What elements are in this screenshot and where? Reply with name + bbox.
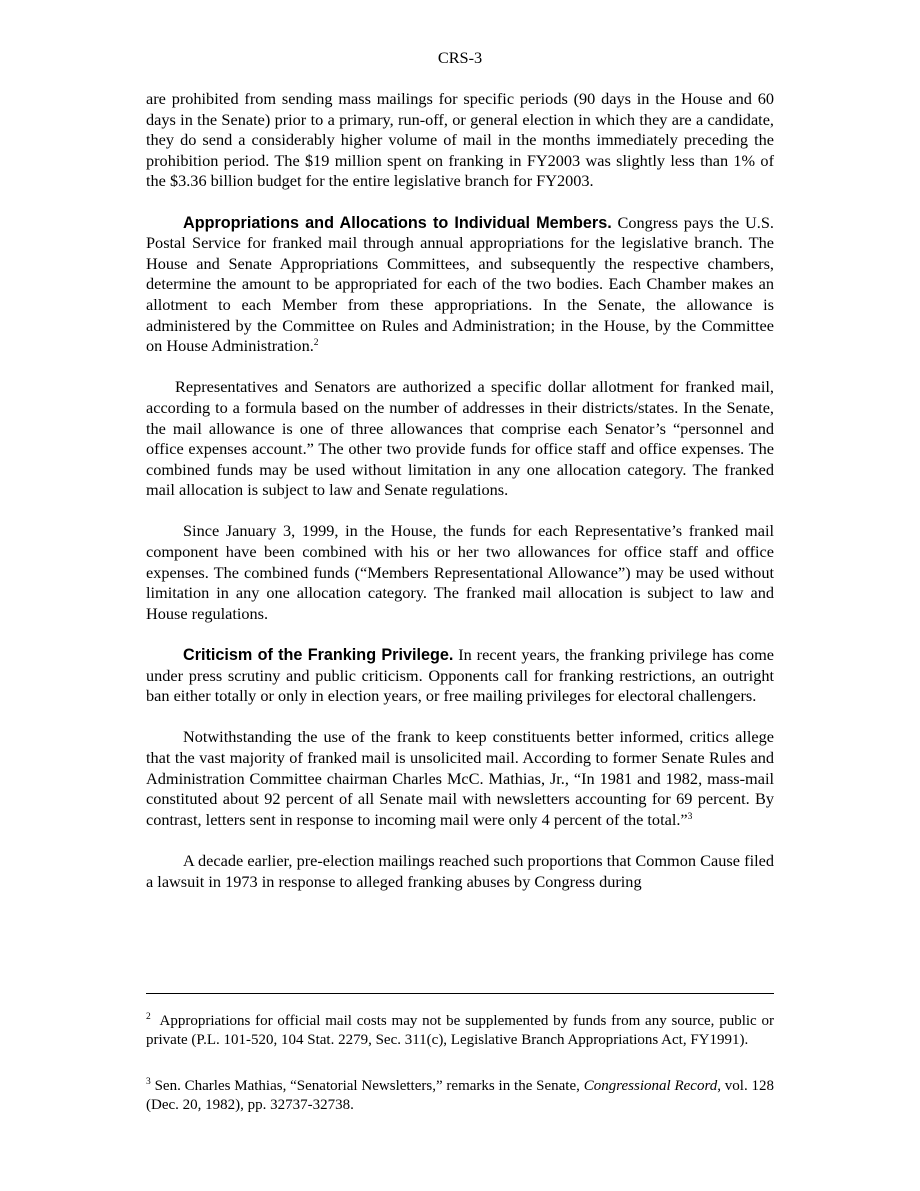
footnote-ref-3[interactable]: 3: [687, 811, 693, 822]
paragraph-criticism: [146, 645, 774, 707]
run-in-heading-criticism: Criticism of the Franking Privilege.: [183, 646, 454, 665]
paragraph-7: A decade earlier, pre-election mailings reached such proportions that Common Cause filed a lawsuit in 1973 in response to alleged franking abuses by Congress during: [146, 850, 774, 891]
run-in-heading-appropriations: Appropriations and Allocations to Individual Members.: [183, 213, 612, 232]
paragraph-text: Congress pays the U.S. Postal Service for franked mail through annual appropriations for the legislative branch. The House and Senate Appropriations Committees, and subsequently the respective chambers, determine the amount to be appropriated for each of the two bodies. Each Chamber makes an allotment to each Member from these appropriations. In the Senate, the allowance is administered by the Committee on Rules and Administration; in the House, by the Committee on House Administration.: [146, 212, 774, 356]
footnote-ref-2[interactable]: 2: [313, 338, 319, 349]
paragraph-text: In recent years, the franking privilege has come under press scrutiny and public criticism. Opponents call for franking restrictions, an outright ban either totally or only in election years, or free mailing privileges for electoral challengers.: [146, 645, 774, 706]
footnote-2: [146, 1012, 774, 1050]
footnote-divider: [146, 993, 774, 994]
footnote-text-end: , vol. 128 (Dec. 20, 1982), pp. 32737-32738.: [146, 1078, 775, 1114]
paragraph-1: are prohibited from sending mass mailings for specific periods (90 days in the House and 60 days in the Senate) prior to a primary, run-off, or general election in which they are a candidate, they do send a considerably higher volume of mail in the months immediately preceding the prohibition period. The $19 million spent on franking in FY2003 was slightly less than 1% of the $3.36 billion budget for the entire legislative branch for FY2003.: [146, 89, 774, 191]
paragraph-6: [146, 727, 774, 830]
paragraph-appropriations: [146, 213, 774, 357]
footnote-text: Appropriations for official mail costs may not be supplemented by funds from any source, public or private (P.L. 101-520, 104 Stat. 2279, Sec. 311(c), Legislative Branch Appropriations Act, FY1991).: [146, 1013, 774, 1049]
footnote-text: Sen. Charles Mathias, “Senatorial Newsletters,” remarks in the Senate,: [154, 1078, 580, 1094]
paragraph-text: Notwithstanding the use of the frank to keep constituents better informed, critics allege that the vast majority of franked mail is unsolicited mail. According to former Senate Rules and Administration Committee chairman Charles McC. Mathias, Jr., “In 1981 and 1982, mass-mail constituted about 92 percent of all Senate mail with newsletters accounting for 69 percent. By contrast, letters sent in response to incoming mail were only 4 percent of the total.”: [146, 727, 774, 829]
paragraph-3: Representatives and Senators are authorized a specific dollar allotment for franked mail, according to a formula based on the number of addresses in their districts/states. In the Senate, the mail allowance is one of three allowances that comprise each Senator’s “personnel and office expenses account.” The other two provide funds for office staff and office expenses. The combined funds may be used without limitation in any one allocation category. The franked mail allocation is subject to law and Senate regulations.: [146, 377, 774, 500]
footnote-number: 3: [146, 1077, 151, 1087]
paragraph-4: Since January 3, 1999, in the House, the funds for each Representative’s franked mail component have been combined with his or her two allowances for office staff and office expenses. The combined funds (“Members Representational Allowance”) may be used without limitation in any one allocation category. The franked mail allocation is subject to law and House regulations.: [146, 521, 774, 623]
document-body: [146, 89, 774, 913]
footnote-3: [146, 1077, 774, 1115]
footnote-italic-title: Congressional Record: [583, 1078, 718, 1094]
footnote-number: 2: [146, 1012, 151, 1022]
page-header: CRS-3: [437, 48, 483, 67]
